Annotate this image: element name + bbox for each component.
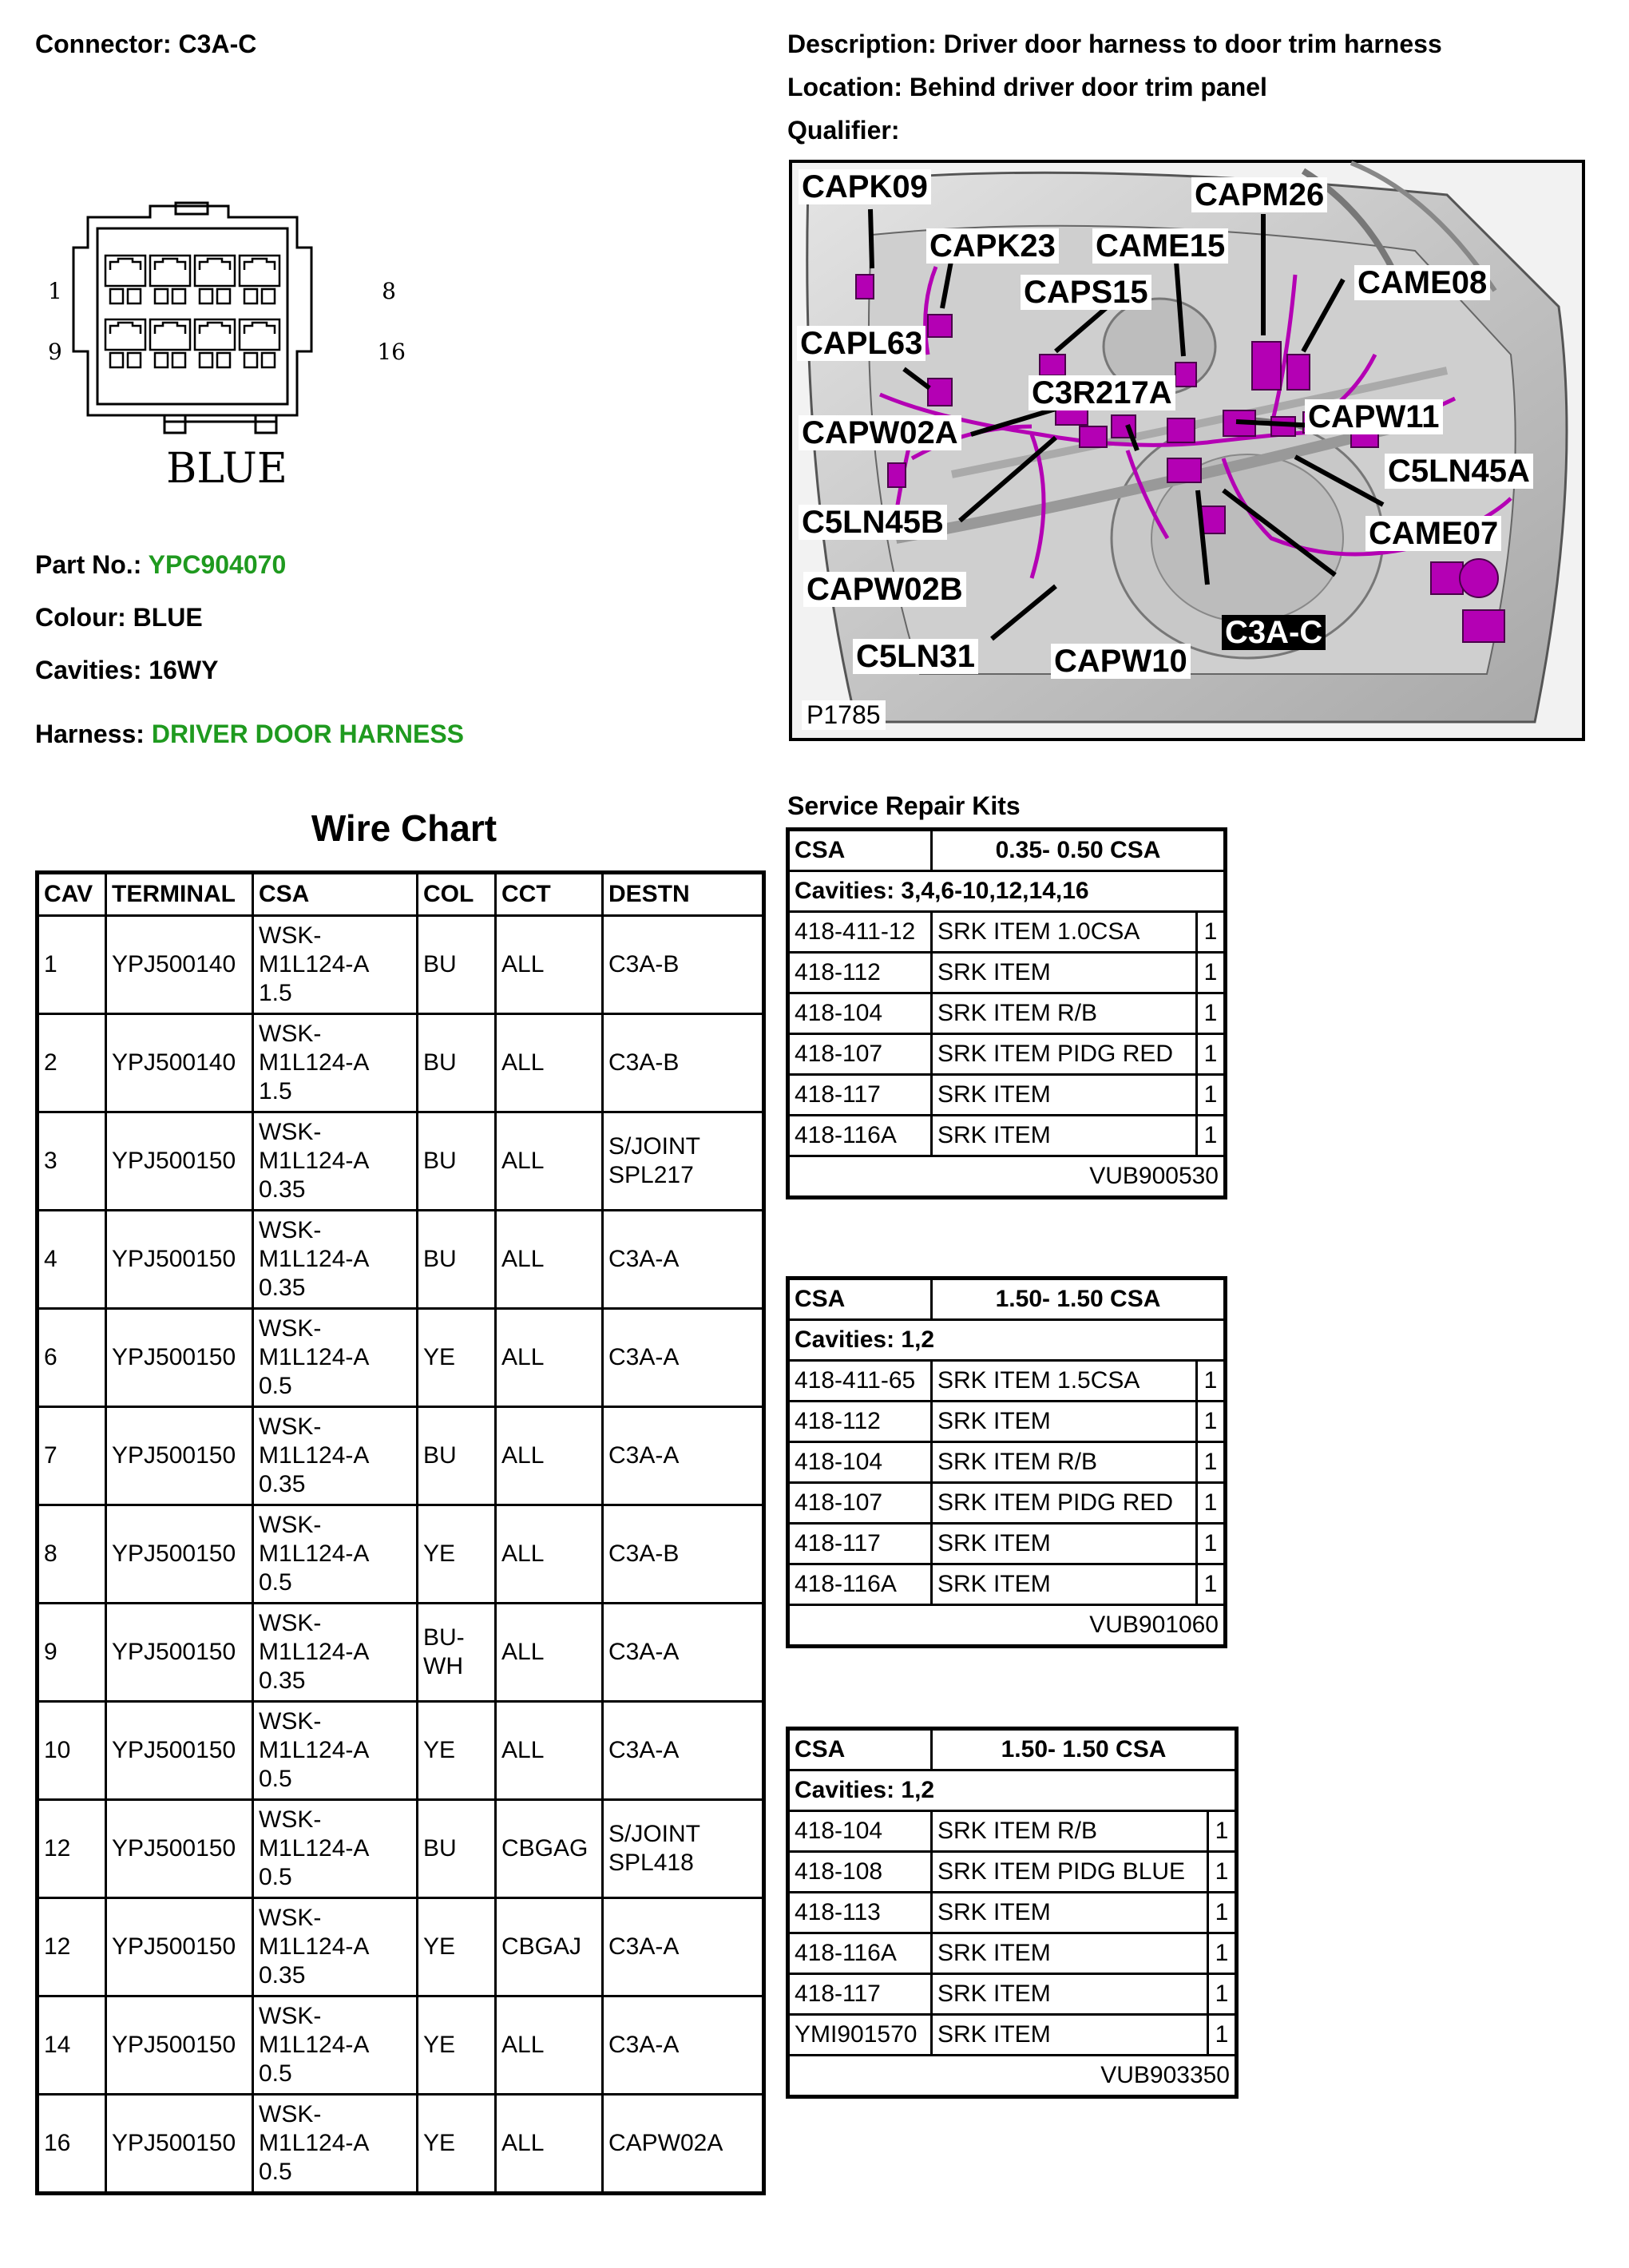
callout-c5ln31: C5LN31 xyxy=(853,639,978,674)
cavity-slot xyxy=(110,353,123,367)
cavity-block xyxy=(240,256,279,286)
kit-item-desc: SRK ITEM xyxy=(932,1933,1208,1974)
cell-terminal: YPJ500150 xyxy=(106,2095,253,2194)
connector-face-diagram xyxy=(48,200,406,495)
kit-item-part: 418-113 xyxy=(788,1893,932,1933)
kit-item-desc: SRK ITEM xyxy=(932,1402,1197,1442)
kit-item-desc: SRK ITEM R/B xyxy=(932,993,1197,1034)
cell-cct: ALL xyxy=(496,1505,603,1604)
cell-terminal: YPJ500150 xyxy=(106,1211,253,1309)
cell-col: BU xyxy=(418,1014,496,1112)
kit-part-row xyxy=(788,2056,1237,2097)
colour-label: Colour: xyxy=(35,603,126,632)
cavity-latch xyxy=(155,323,185,334)
kit-item-desc: SRK ITEM xyxy=(932,1116,1197,1156)
cell-col: YE xyxy=(418,1898,496,1996)
cell-cct: ALL xyxy=(496,1996,603,2095)
cavity-latch xyxy=(110,323,141,334)
cavity-block xyxy=(240,319,279,350)
cell-col: BU xyxy=(418,1211,496,1309)
cavity-slot xyxy=(217,353,230,367)
kit-part-number: VUB901060 xyxy=(788,1605,1226,1647)
kit-item-part: 418-117 xyxy=(788,1524,932,1564)
cell-cav: 7 xyxy=(38,1407,106,1505)
cell-csa: WSK- M1L124-A 0.5 xyxy=(253,1505,418,1604)
cell-cav: 2 xyxy=(38,1014,106,1112)
callout-came15: CAME15 xyxy=(1092,228,1228,264)
cell-destn: C3A-A xyxy=(603,1211,764,1309)
kit-csa-label: CSA xyxy=(788,1729,932,1770)
cell-terminal: YPJ500140 xyxy=(106,1014,253,1112)
kit-item-desc: SRK ITEM 1.0CSA xyxy=(932,912,1197,953)
cavity-latch xyxy=(200,323,230,334)
kit-item-part: 418-117 xyxy=(788,1974,932,2015)
cell-cct: CBGAJ xyxy=(496,1898,603,1996)
cavity-slot xyxy=(200,353,212,367)
cell-destn: C3A-A xyxy=(603,1407,764,1505)
cell-cav: 12 xyxy=(38,1800,106,1898)
part-no-line xyxy=(35,549,286,580)
col-header-terminal: TERMINAL xyxy=(106,873,253,916)
cell-cav: 9 xyxy=(38,1604,106,1702)
cell-cct: ALL xyxy=(496,1604,603,1702)
cell-destn: S/JOINT SPL217 xyxy=(603,1112,764,1211)
pin-label-9: 9 xyxy=(48,339,62,365)
cell-cav: 16 xyxy=(38,2095,106,2194)
table-row xyxy=(38,1505,764,1604)
cavity-slot xyxy=(244,353,257,367)
callout-c3r217a: C3R217A xyxy=(1029,375,1175,410)
kit-cavities: Cavities: 1,2 xyxy=(788,1770,1237,1811)
kit-item-part: 418-411-65 xyxy=(788,1361,932,1402)
kit-item-row xyxy=(788,1402,1226,1442)
cell-terminal: YPJ500150 xyxy=(106,1505,253,1604)
pin-label-1: 1 xyxy=(48,278,62,304)
cell-destn: C3A-B xyxy=(603,916,764,1014)
kit-item-row xyxy=(788,1974,1237,2015)
qualifier-line xyxy=(787,115,899,145)
cell-csa: WSK- M1L124-A 0.5 xyxy=(253,2095,418,2194)
cell-destn: C3A-B xyxy=(603,1505,764,1604)
kit-csa-row xyxy=(788,1279,1226,1320)
kit-item-qty: 1 xyxy=(1197,912,1226,953)
description-line xyxy=(787,29,1442,59)
callout-capw02a: CAPW02A xyxy=(799,415,961,450)
table-row xyxy=(38,1702,764,1800)
callout-came08: CAME08 xyxy=(1354,265,1490,300)
kit-item-part: 418-112 xyxy=(788,953,932,993)
kit-item-desc: SRK ITEM xyxy=(932,1524,1197,1564)
callout-capk23: CAPK23 xyxy=(926,228,1059,264)
cavity-latch xyxy=(244,259,275,270)
cavity-block xyxy=(105,256,145,286)
kit-item-part: 418-104 xyxy=(788,993,932,1034)
kit-item-desc: SRK ITEM PIDG RED xyxy=(932,1034,1197,1075)
cell-col: YE xyxy=(418,1309,496,1407)
cell-terminal: YPJ500150 xyxy=(106,1309,253,1407)
cell-destn: C3A-A xyxy=(603,1309,764,1407)
cell-destn: C3A-B xyxy=(603,1014,764,1112)
cell-terminal: YPJ500150 xyxy=(106,1996,253,2095)
description-label: Description: xyxy=(787,30,937,58)
cell-csa: WSK- M1L124-A 0.35 xyxy=(253,1407,418,1505)
kit-item-qty: 1 xyxy=(1197,1442,1226,1483)
cavity-block xyxy=(150,319,190,350)
kit-item-qty: 1 xyxy=(1208,1852,1237,1893)
cell-cct: ALL xyxy=(496,1702,603,1800)
cell-col: BU xyxy=(418,1800,496,1898)
photo-id: P1785 xyxy=(802,700,886,730)
kit-csa-range: 1.50- 1.50 CSA xyxy=(932,1279,1226,1320)
kit-item-qty: 1 xyxy=(1197,1483,1226,1524)
cell-col: YE xyxy=(418,1505,496,1604)
kit-item-desc: SRK ITEM xyxy=(932,1075,1197,1116)
cell-csa: WSK- M1L124-A 0.35 xyxy=(253,1898,418,1996)
kit-item-row xyxy=(788,1034,1226,1075)
kit-part-row xyxy=(788,1605,1226,1647)
service-repair-kit-table xyxy=(786,1727,1239,2099)
callout-c5ln45a: C5LN45A xyxy=(1385,454,1533,489)
cavity-slot xyxy=(128,353,141,367)
harness-link[interactable]: DRIVER DOOR HARNESS xyxy=(151,720,464,748)
kit-item-qty: 1 xyxy=(1197,1564,1226,1605)
service-repair-kit-table xyxy=(786,1276,1227,1648)
table-row xyxy=(38,916,764,1014)
cavity-slot xyxy=(217,289,230,303)
cavity-latch xyxy=(244,323,275,334)
cell-cav: 1 xyxy=(38,916,106,1014)
col-header-cct: CCT xyxy=(496,873,603,916)
cell-col: YE xyxy=(418,1702,496,1800)
kit-item-row xyxy=(788,1361,1226,1402)
callout-capl63: CAPL63 xyxy=(797,326,925,361)
kit-item-row xyxy=(788,912,1226,953)
cavity-slot xyxy=(172,289,185,303)
cell-destn: CAPW02A xyxy=(603,2095,764,2194)
wire-chart-body xyxy=(38,916,764,2194)
cell-csa: WSK- M1L124-A 0.35 xyxy=(253,1211,418,1309)
connector-heading xyxy=(35,29,256,59)
kit-item-desc: SRK ITEM PIDG BLUE xyxy=(932,1852,1208,1893)
connector-id: C3A-C xyxy=(178,30,257,58)
cell-col: BU xyxy=(418,916,496,1014)
cell-csa: WSK- M1L124-A 0.35 xyxy=(253,1604,418,1702)
cavity-block xyxy=(195,256,235,286)
cavity-slot xyxy=(155,289,168,303)
kit-item-part: 418-107 xyxy=(788,1483,932,1524)
kit-item-row xyxy=(788,1483,1226,1524)
cell-terminal: YPJ500150 xyxy=(106,1112,253,1211)
kit-item-row xyxy=(788,953,1226,993)
location-label: Location: xyxy=(787,73,902,101)
cell-cav: 3 xyxy=(38,1112,106,1211)
kit-item-desc: SRK ITEM xyxy=(932,1564,1197,1605)
cell-csa: WSK- M1L124-A 0.35 xyxy=(253,1112,418,1211)
kit-item-part: 418-107 xyxy=(788,1034,932,1075)
cavities-label: Cavities: xyxy=(35,656,142,684)
kit-item-part: 418-112 xyxy=(788,1402,932,1442)
table-row xyxy=(38,1604,764,1702)
callout-capm26: CAPM26 xyxy=(1191,177,1327,212)
kit-item-part: 418-104 xyxy=(788,1811,932,1852)
cell-csa: WSK- M1L124-A 0.5 xyxy=(253,1800,418,1898)
kit-csa-row xyxy=(788,830,1226,871)
col-header-destn: DESTN xyxy=(603,873,764,916)
kit-item-desc: SRK ITEM xyxy=(932,953,1197,993)
table-row xyxy=(38,1211,764,1309)
cell-col: BU xyxy=(418,1407,496,1505)
kit-part-number: VUB900530 xyxy=(788,1156,1226,1198)
connector-label: Connector: xyxy=(35,30,172,58)
colour-line xyxy=(35,602,203,632)
cell-terminal: YPJ500150 xyxy=(106,1800,253,1898)
kit-item-part: 418-116A xyxy=(788,1564,932,1605)
kit-item-part: 418-411-12 xyxy=(788,912,932,953)
cavity-slot xyxy=(128,289,141,303)
cell-col: BU xyxy=(418,1112,496,1211)
kit-item-row xyxy=(788,1075,1226,1116)
colour-value: BLUE xyxy=(133,603,203,632)
callout-came07: CAME07 xyxy=(1365,516,1501,551)
kit-part-row xyxy=(788,1156,1226,1198)
kit-part-number: VUB903350 xyxy=(788,2056,1237,2097)
kit-item-qty: 1 xyxy=(1197,1361,1226,1402)
kit-cavities-row xyxy=(788,1770,1237,1811)
cavity-block xyxy=(195,319,235,350)
cell-cct: ALL xyxy=(496,1112,603,1211)
cell-terminal: YPJ500150 xyxy=(106,1407,253,1505)
cell-terminal: YPJ500150 xyxy=(106,1604,253,1702)
kit-item-part: YMI901570 xyxy=(788,2015,932,2056)
kit-item-row xyxy=(788,1852,1237,1893)
kit-item-row xyxy=(788,2015,1237,2056)
location-value: Behind driver door trim panel xyxy=(909,73,1267,101)
cavity-block xyxy=(105,319,145,350)
table-row xyxy=(38,1898,764,1996)
cell-cct: ALL xyxy=(496,1309,603,1407)
col-header-col: COL xyxy=(418,873,496,916)
cell-cav: 14 xyxy=(38,1996,106,2095)
cavities-value: 16WY xyxy=(149,656,219,684)
cell-cav: 10 xyxy=(38,1702,106,1800)
cell-cct: CBGAG xyxy=(496,1800,603,1898)
kit-csa-range: 1.50- 1.50 CSA xyxy=(932,1729,1237,1770)
location-line xyxy=(787,72,1267,102)
location-photo xyxy=(789,160,1585,741)
kit-item-part: 418-108 xyxy=(788,1852,932,1893)
cell-terminal: YPJ500140 xyxy=(106,916,253,1014)
kit-item-desc: SRK ITEM R/B xyxy=(932,1811,1208,1852)
kit-item-qty: 1 xyxy=(1197,993,1226,1034)
cell-col: YE xyxy=(418,2095,496,2194)
kit-item-row xyxy=(788,1893,1237,1933)
callout-c3a-c: C3A-C xyxy=(1222,615,1326,650)
cell-cct: ALL xyxy=(496,1014,603,1112)
table-row xyxy=(38,1996,764,2095)
cavity-latch xyxy=(110,259,141,270)
qualifier-label: Qualifier: xyxy=(787,116,900,145)
col-header-cav: CAV xyxy=(38,873,106,916)
kit-item-desc: SRK ITEM 1.5CSA xyxy=(932,1361,1197,1402)
table-row xyxy=(38,1112,764,1211)
kit-item-part: 418-116A xyxy=(788,1116,932,1156)
cavities-line xyxy=(35,655,218,685)
wire-chart-title: Wire Chart xyxy=(311,807,497,849)
cell-cct: ALL xyxy=(496,2095,603,2194)
wire-chart-table xyxy=(35,870,766,2195)
cell-destn: C3A-A xyxy=(603,1996,764,2095)
kit-item-qty: 1 xyxy=(1208,1811,1237,1852)
table-row xyxy=(38,1309,764,1407)
cell-csa: WSK- M1L124-A 0.5 xyxy=(253,1996,418,2095)
kit-item-part: 418-116A xyxy=(788,1933,932,1974)
kit-cavities-row xyxy=(788,1320,1226,1361)
cell-cav: 12 xyxy=(38,1898,106,1996)
cavity-latch xyxy=(200,259,230,270)
kit-item-desc: SRK ITEM xyxy=(932,1974,1208,2015)
kit-item-qty: 1 xyxy=(1197,1524,1226,1564)
kit-cavities: Cavities: 1,2 xyxy=(788,1320,1226,1361)
cell-destn: C3A-A xyxy=(603,1898,764,1996)
cavity-latch xyxy=(155,259,185,270)
kit-item-row xyxy=(788,1933,1237,1974)
cavity-slot xyxy=(155,353,168,367)
part-no-link[interactable]: YPC904070 xyxy=(148,550,287,579)
cavity-slot xyxy=(172,353,185,367)
cavity-slot xyxy=(262,353,275,367)
kit-csa-range: 0.35- 0.50 CSA xyxy=(932,830,1226,871)
kit-item-row xyxy=(788,1524,1226,1564)
kit-item-qty: 1 xyxy=(1197,1075,1226,1116)
callout-capw02b: CAPW02B xyxy=(803,572,966,607)
wire-chart-header-row xyxy=(38,873,764,916)
cavity-slot xyxy=(262,289,275,303)
callout-c5ln45b: C5LN45B xyxy=(799,505,947,540)
kit-item-qty: 1 xyxy=(1197,953,1226,993)
cell-cav: 8 xyxy=(38,1505,106,1604)
cell-cct: ALL xyxy=(496,1211,603,1309)
kit-item-part: 418-104 xyxy=(788,1442,932,1483)
table-row xyxy=(38,1407,764,1505)
description-value: Driver door harness to door trim harness xyxy=(943,30,1442,58)
cell-terminal: YPJ500150 xyxy=(106,1898,253,1996)
col-header-csa: CSA xyxy=(253,873,418,916)
kit-item-qty: 1 xyxy=(1208,2015,1237,2056)
kit-item-qty: 1 xyxy=(1197,1402,1226,1442)
cell-cct: ALL xyxy=(496,916,603,1014)
cavity-block xyxy=(150,256,190,286)
cavity-slot xyxy=(110,289,123,303)
kit-csa-row xyxy=(788,1729,1237,1770)
table-row xyxy=(38,1800,764,1898)
kit-item-desc: SRK ITEM PIDG RED xyxy=(932,1483,1197,1524)
kit-item-desc: SRK ITEM R/B xyxy=(932,1442,1197,1483)
table-row xyxy=(38,1014,764,1112)
callout-caps15: CAPS15 xyxy=(1021,275,1151,310)
kit-item-row xyxy=(788,1116,1226,1156)
cavity-slot xyxy=(244,289,257,303)
cell-csa: WSK- M1L124-A 1.5 xyxy=(253,1014,418,1112)
cell-destn: C3A-A xyxy=(603,1702,764,1800)
kit-item-part: 418-117 xyxy=(788,1075,932,1116)
harness-label: Harness: xyxy=(35,720,145,748)
kit-item-row xyxy=(788,1564,1226,1605)
cavity-slot xyxy=(200,289,212,303)
service-repair-kits-title: Service Repair Kits xyxy=(787,791,1021,820)
harness-line xyxy=(35,719,464,749)
kit-item-qty: 1 xyxy=(1197,1034,1226,1075)
kit-item-qty: 1 xyxy=(1208,1893,1237,1933)
connector-colour-text: BLUE xyxy=(166,445,287,493)
kit-cavities-row xyxy=(788,871,1226,912)
cell-destn: C3A-A xyxy=(603,1604,764,1702)
callout-capw10: CAPW10 xyxy=(1051,644,1191,679)
kit-cavities: Cavities: 3,4,6-10,12,14,16 xyxy=(788,871,1226,912)
cell-csa: WSK- M1L124-A 1.5 xyxy=(253,916,418,1014)
kit-item-qty: 1 xyxy=(1208,1974,1237,2015)
table-row xyxy=(38,2095,764,2194)
pin-label-8: 8 xyxy=(382,278,396,304)
service-repair-kit-table xyxy=(786,827,1227,1199)
kit-item-desc: SRK ITEM xyxy=(932,1893,1208,1933)
cell-col: YE xyxy=(418,1996,496,2095)
part-no-label: Part No.: xyxy=(35,550,142,579)
cell-csa: WSK- M1L124-A 0.5 xyxy=(253,1702,418,1800)
callout-capw11: CAPW11 xyxy=(1305,399,1443,434)
cell-terminal: YPJ500150 xyxy=(106,1702,253,1800)
cell-col: BU- WH xyxy=(418,1604,496,1702)
cell-cav: 4 xyxy=(38,1211,106,1309)
kit-item-qty: 1 xyxy=(1197,1116,1226,1156)
kit-item-desc: SRK ITEM xyxy=(932,2015,1208,2056)
cell-cct: ALL xyxy=(496,1407,603,1505)
kit-csa-label: CSA xyxy=(788,1279,932,1320)
kit-item-row xyxy=(788,1811,1237,1852)
kit-item-row xyxy=(788,993,1226,1034)
kit-item-row xyxy=(788,1442,1226,1483)
cell-csa: WSK- M1L124-A 0.5 xyxy=(253,1309,418,1407)
cell-cav: 6 xyxy=(38,1309,106,1407)
callout-capk09: CAPK09 xyxy=(799,169,931,204)
cell-destn: S/JOINT SPL418 xyxy=(603,1800,764,1898)
pin-label-16: 16 xyxy=(377,339,406,365)
kit-csa-label: CSA xyxy=(788,830,932,871)
kit-item-qty: 1 xyxy=(1208,1933,1237,1974)
